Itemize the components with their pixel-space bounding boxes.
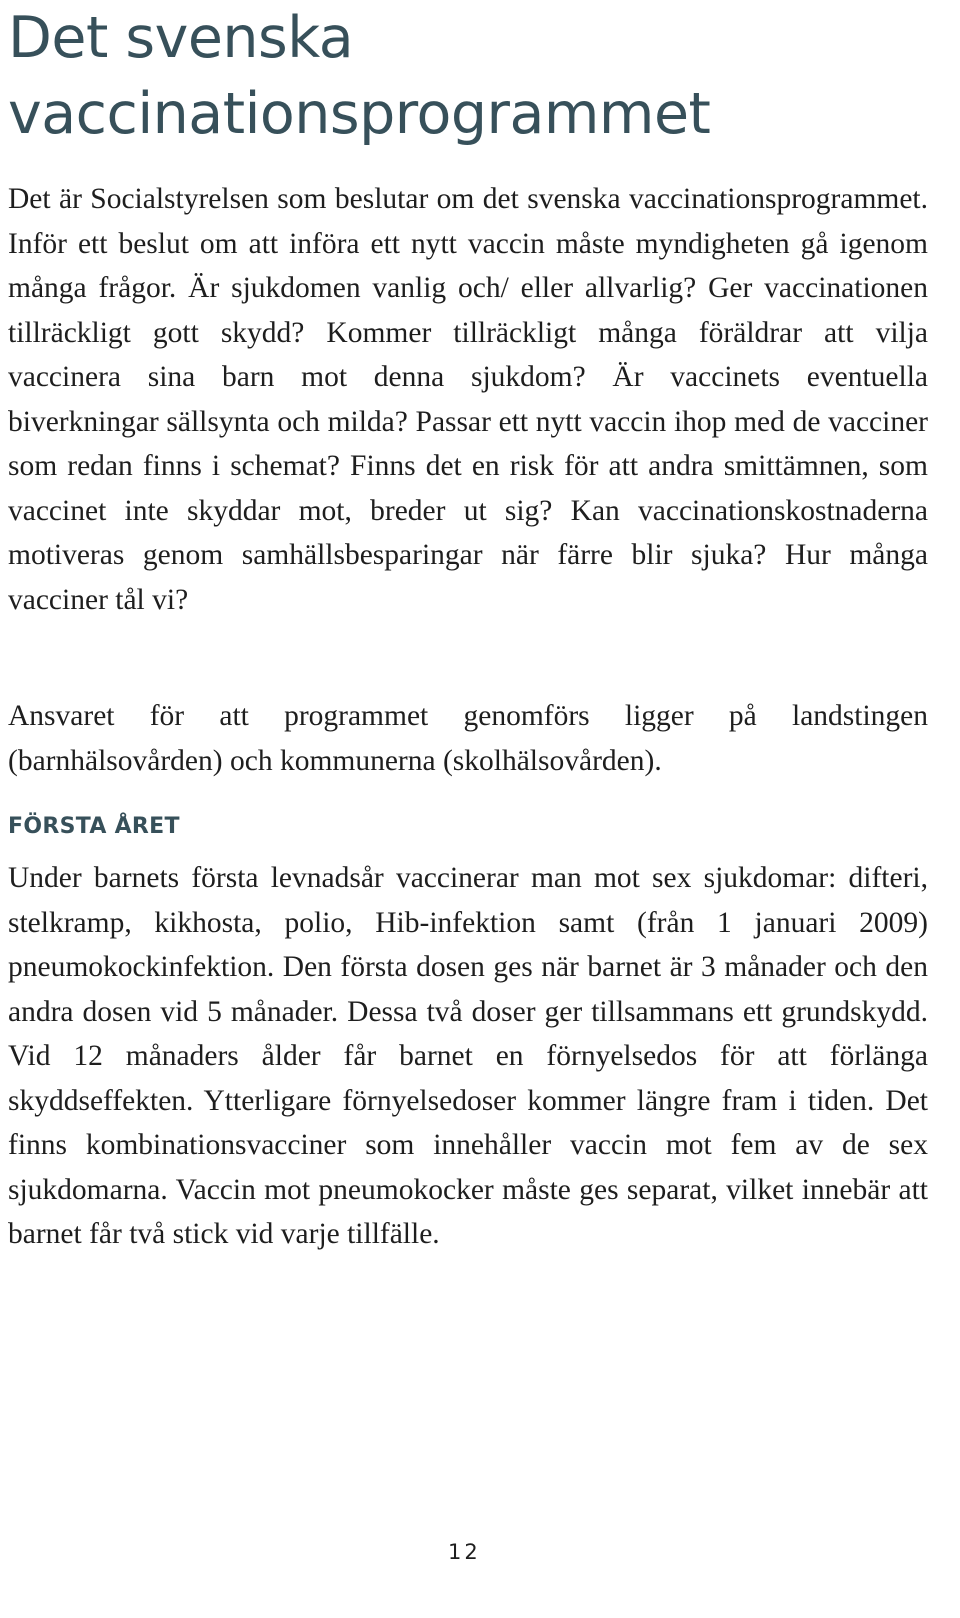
responsibility-paragraph: Ansvaret för att programmet genomförs ligger på landstingen (barnhälsovården) och kommunerna (skolhälsovården). — [8, 700, 928, 777]
first-year-paragraph: Under barnets första levnadsår vaccinerar man mot sex sjukdomar: difteri, stelkramp, kikhosta, polio, Hib-infektion samt (från 1 januari 2009) pneumokockinfektion. Den första dosen ges när barnet är 3 månader och den andra dosen vid 5 månader. Dessa två doser ger tillsammans ett grundskydd. Vid 12 månaders ålder får barnet en förnyelsedos för att förlänga skyddseffekten. Ytterligare förnyelsedoser kommer längre fram i tiden. Det finns kombinationsvacciner som innehåller vaccin mot fem av de sex sjukdomarna. Vaccin mot pneumokocker måste ges separat, vilket innebär att barnet får två stick vid varje tillfälle. — [8, 862, 928, 1250]
section-heading-first-year: FÖRSTA ÅRET — [8, 814, 180, 839]
page-title: Det svenska vaccinationsprogrammet — [8, 5, 711, 147]
page-number: 12 — [448, 1540, 481, 1564]
intro-paragraph: Det är Socialstyrelsen som beslutar om det svenska vaccinationsprogrammet. Inför ett beslut om att införa ett nytt vaccin måste myndigheten gå igenom många frågor. Är sjukdomen vanlig och/ eller allvarlig? Ger vaccinationen tillräckligt gott skydd? Kommer tillräckligt många föräldrar att vilja vaccinera sina barn mot denna sjukdom? Är vaccinets eventuella biverkningar sällsynta och milda? Passar ett nytt vaccin ihop med de vacciner som redan finns i schemat? Finns det en risk för att andra smittämnen, som vaccinet inte skyddar mot, breder ut sig? Kan vaccinationskostnaderna motiveras genom samhällsbesparingar när färre blir sjuka? Hur många vacciner tål vi? — [8, 183, 928, 616]
